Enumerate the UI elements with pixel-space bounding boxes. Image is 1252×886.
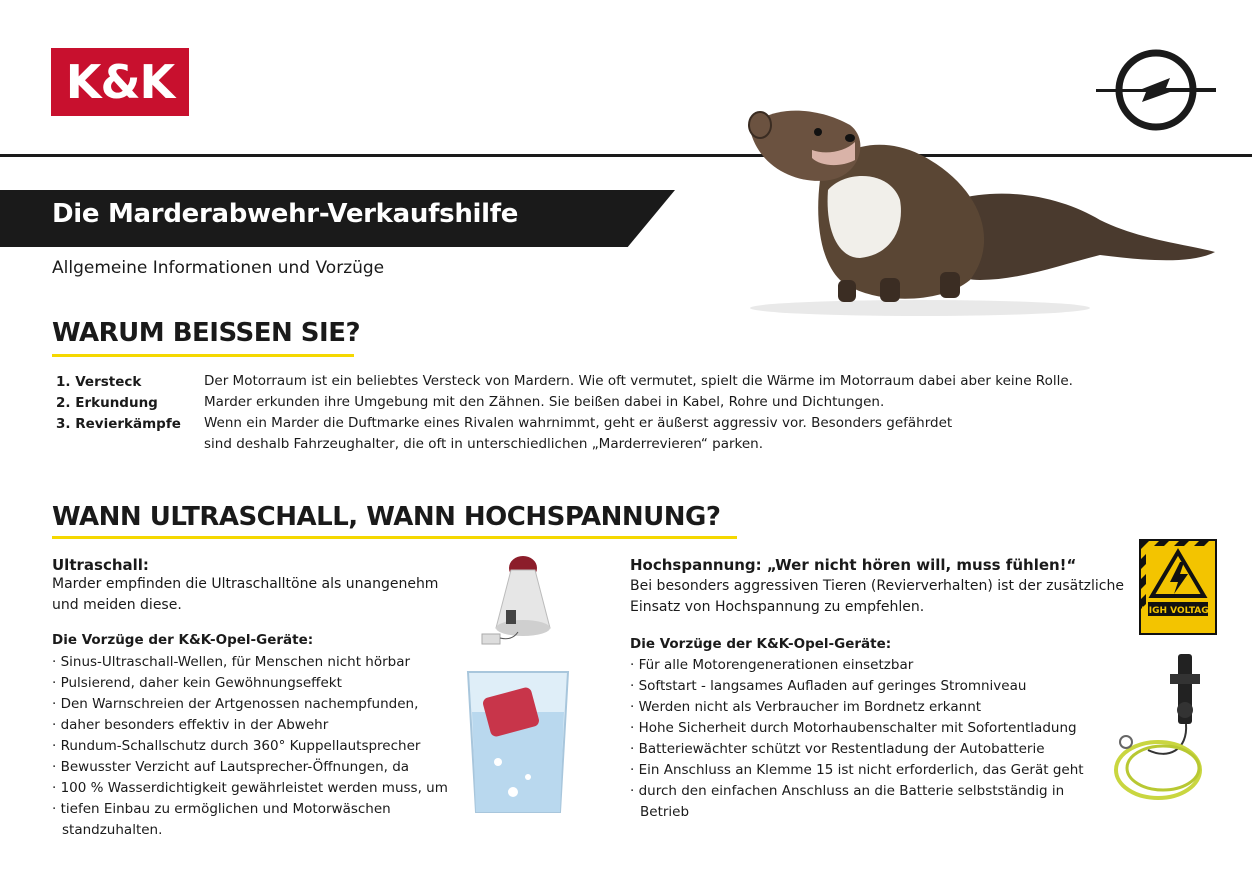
reason-desc: Wenn ein Marder die Duftmarke eines Rivalen wahrnimmt, geht er äußerst aggressiv vor. Besonders gefährdet bbox=[204, 415, 953, 431]
ultrasound-title: Ultraschall: bbox=[52, 556, 149, 574]
kk-logo bbox=[51, 48, 189, 116]
feature-item: · Hohe Sicherheit durch Motorhaubenschalter mit Sofortentladung bbox=[630, 718, 1100, 739]
why-heading-underline bbox=[52, 354, 354, 357]
feature-item: · Werden nicht als Verbraucher im Bordnetz erkannt bbox=[630, 697, 1100, 718]
when-heading: WANN ULTRASCHALL, WANN HOCHSPANNUNG? bbox=[52, 502, 721, 532]
when-heading-underline bbox=[52, 536, 737, 539]
reason-desc: Der Motorraum ist ein beliebtes Versteck von Mardern. Wie oft vermutet, spielt die Wärme im Motorraum dabei aber keine Rolle. bbox=[204, 373, 1073, 389]
high-voltage-sign-icon bbox=[1138, 538, 1218, 636]
ultrasound-text-line: und meiden diese. bbox=[52, 597, 182, 613]
highvoltage-features-title: Die Vorzüge der K&K-Opel-Geräte: bbox=[630, 636, 892, 652]
ultrasound-feature-list bbox=[52, 652, 482, 841]
reason-desc: Marder erkunden ihre Umgebung mit den Zähnen. Sie beißen dabei in Kabel, Rohre und Dichtungen. bbox=[204, 394, 885, 410]
highvoltage-title: Hochspannung: „Wer nicht hören will, muss fühlen!“ bbox=[630, 556, 1077, 574]
feature-item: · durch den einfachen Anschluss an die Batterie selbstständig in Betrieb bbox=[630, 781, 1100, 823]
feature-item: · Bewusster Verzicht auf Lautsprecher-Öffnungen, da bbox=[52, 757, 482, 778]
highvoltage-feature-list bbox=[630, 655, 1100, 823]
ultrasound-features-title: Die Vorzüge der K&K-Opel-Geräte: bbox=[52, 632, 314, 648]
megaphone-icon bbox=[478, 550, 568, 650]
feature-item: · Für alle Motorengenerationen einsetzbar bbox=[630, 655, 1100, 676]
highvoltage-text-line: Einsatz von Hochspannung zu empfehlen. bbox=[630, 599, 925, 615]
why-heading: WARUM BEISSEN SIE? bbox=[52, 318, 361, 348]
reason-term: 2. Erkundung bbox=[56, 395, 158, 411]
reason-term: 3. Revierkämpfe bbox=[56, 416, 181, 432]
feature-item: · tiefen Einbau zu ermöglichen und Motorwäschen standzuhalten. bbox=[52, 799, 482, 841]
highvoltage-text-line: Bei besonders aggressiven Tieren (Revierverhalten) ist der zusätzliche bbox=[630, 578, 1124, 594]
page-subtitle: Allgemeine Informationen und Vorzüge bbox=[52, 258, 385, 278]
reason-desc-continued: sind deshalb Fahrzeughalter, die oft in unterschiedlichen „Marderrevieren“ parken. bbox=[204, 436, 764, 452]
feature-item: · Softstart - langsames Aufladen auf geringes Stromniveau bbox=[630, 676, 1100, 697]
feature-item: · Den Warnschreien der Artgenossen nachempfunden, bbox=[52, 694, 482, 715]
water-glass-icon bbox=[458, 652, 578, 822]
reason-term: 1. Versteck bbox=[56, 374, 142, 390]
page-title: Die Marderabwehr-Verkaufshilfe bbox=[52, 199, 519, 229]
feature-item: · Batteriewächter schützt vor Restentladung der Autobatterie bbox=[630, 739, 1100, 760]
cable-switch-icon bbox=[1108, 650, 1226, 810]
feature-item: · Ein Anschluss an Klemme 15 ist nicht erforderlich, das Gerät geht bbox=[630, 760, 1100, 781]
feature-item: · Rundum-Schallschutz durch 360° Kuppellautsprecher bbox=[52, 736, 482, 757]
kk-logo-text: K&K bbox=[65, 55, 175, 109]
marten-illustration bbox=[720, 80, 1220, 320]
sign-text: HIGH VOLTAGE bbox=[1141, 606, 1215, 616]
ultrasound-text-line: Marder empfinden die Ultraschalltöne als unangenehm bbox=[52, 576, 439, 592]
feature-item: · Pulsierend, daher kein Gewöhnungseffekt bbox=[52, 673, 482, 694]
feature-item: · Sinus-Ultraschall-Wellen, für Menschen nicht hörbar bbox=[52, 652, 482, 673]
feature-item: · 100 % Wasserdichtigkeit gewährleistet werden muss, um bbox=[52, 778, 482, 799]
feature-item: · daher besonders effektiv in der Abwehr bbox=[52, 715, 482, 736]
